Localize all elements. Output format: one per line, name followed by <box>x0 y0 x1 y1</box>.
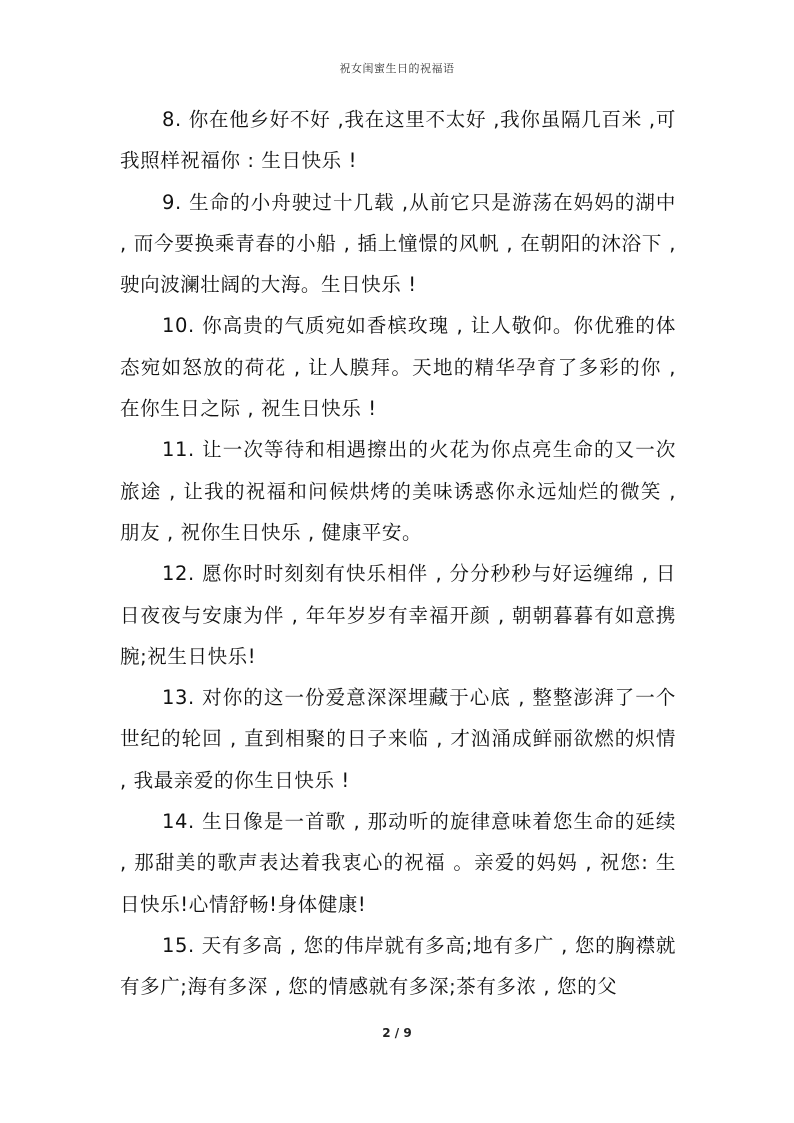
paragraph-13: 13. 对你的这一份爱意深深埋藏于心底 , 整整澎湃了一个世纪的轮回 , 直到相聚的日子来临 , 才汹涌成鲜丽欲燃的炽情 , 我最亲爱的你生日快乐 ! <box>120 686 676 792</box>
page-header-title: 祝女闺蜜生日的祝福语 <box>339 62 455 75</box>
paragraph-11: 11. 让一次等待和相遇擦出的火花为你点亮生命的又一次旅途 , 让我的祝福和问候烘烤的美味诱惑你永远灿烂的微笑 , 朋友 , 祝你生日快乐 , 健康平安。 <box>120 438 676 544</box>
paragraph-10: 10. 你高贵的气质宛如香槟玫瑰 , 让人敬仰。你优雅的体态宛如怒放的荷花 , 让人膜拜。天地的精华孕育了多彩的你 , 在你生日之际 , 祝生日快乐 ! <box>120 314 676 421</box>
paragraph-14: 14. 生日像是一首歌 , 那动听的旋律意味着您生命的延续 , 那甜美的歌声表达着我衷心的祝福 。亲爱的妈妈 , 祝您: 生日快乐!心情舒畅!身体健康! <box>120 810 676 916</box>
page-number: 2 / 9 <box>382 1026 412 1040</box>
paragraph-8: 8. 你在他乡好不好 ,我在这里不太好 ,我你虽隔几百米 ,可我照样祝福你 : 生日快乐 ! <box>120 108 676 173</box>
paragraph-9: 9. 生命的小舟驶过十几载 ,从前它只是游荡在妈妈的湖中 , 而今要换乘青春的小船 , 插上憧憬的风帆 , 在朝阳的沐浴下 , 驶向波澜壮阔的大海。生日快乐 ! <box>120 190 676 297</box>
document-body <box>120 99 676 1008</box>
paragraph-12: 12. 愿你时时刻刻有快乐相伴 , 分分秒秒与好运缠绵 , 日日夜夜与安康为伴 , 年年岁岁有幸福开颜 , 朝朝暮暮有如意携腕;祝生日快乐! <box>120 562 676 668</box>
paragraph-15: 15. 天有多高 , 您的伟岸就有多高;地有多广 , 您的胸襟就有多广;海有多深 , 您的情感就有多深;茶有多浓 , 您的父 <box>120 933 676 999</box>
